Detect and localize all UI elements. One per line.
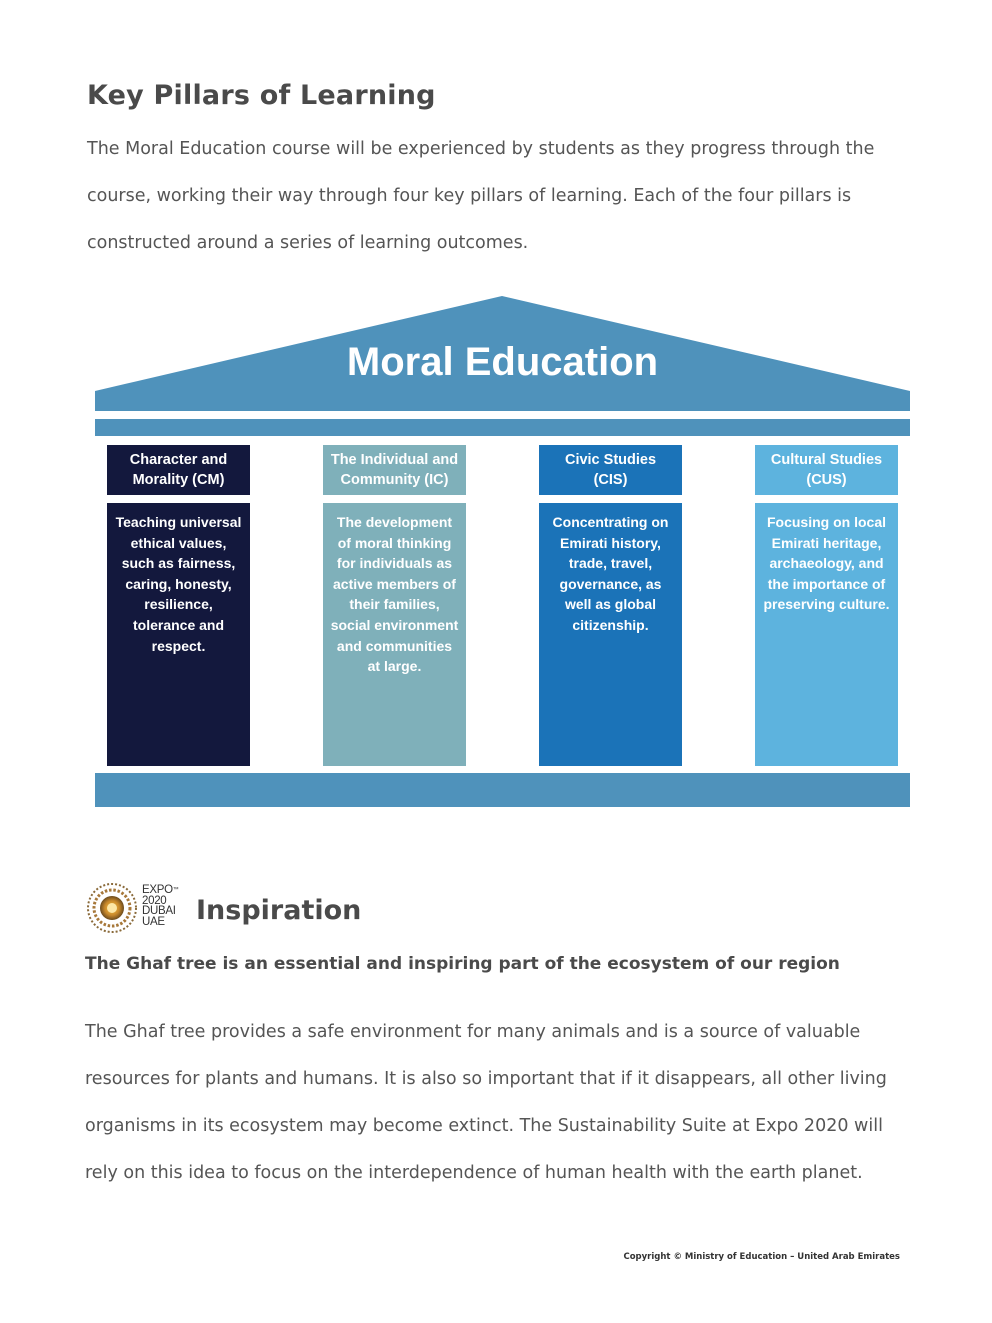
pillar-heading (323, 445, 466, 495)
inspiration-subtitle: The Ghaf tree is an essential and inspiring part of the ecosystem of our region (85, 954, 840, 974)
pillar-heading-line2: Morality (CM) (132, 472, 225, 488)
pillar-heading-line2: (CUS) (806, 472, 847, 488)
section-title-key-pillars: Key Pillars of Learning (87, 80, 436, 111)
pillar-heading-line2: (CIS) (593, 472, 628, 488)
pillar-heading (107, 445, 250, 495)
pillar-description: Concentrating on Emirati history, trade, travel, governance, as well as global citizenship. (539, 503, 682, 766)
inspiration-paragraph: The Ghaf tree provides a safe environment for many animals and is a source of valuable resources for plants and humans. It is also so important that if it disappears, all other living organisms in its ecosystem may become extinct. The Sustainability Suite at Expo 2020 will rely on this idea to focus on the interdependence of human health with the earth planet. (85, 1022, 887, 1183)
intro-paragraph: The Moral Education course will be experienced by students as they progress through the course, working their way through four key pillars of learning. Each of the four pillars is constructed around a series of learning outcomes. (87, 139, 875, 253)
logo-trademark: ™ (172, 887, 179, 893)
pillar-heading-line1: The Individual and (330, 452, 459, 468)
pillar-heading-line2: Community (IC) (340, 472, 449, 488)
pillar-heading-line1: Cultural Studies (770, 452, 883, 468)
pillar-heading (755, 445, 898, 495)
pillar-heading (539, 445, 682, 495)
logo-word-uae: UAE (142, 915, 165, 928)
base-platform (95, 773, 910, 807)
logo-word-expo: EXPO (142, 884, 173, 896)
section-title-inspiration: Inspiration (196, 895, 362, 926)
pillar-heading-line1: Civic Studies (564, 452, 657, 468)
expo-logo-wordmark (142, 885, 178, 927)
upper-beam (95, 419, 910, 436)
pillar-description: Focusing on local Emirati heritage, archaeology, and the importance of preserving culture. (755, 503, 898, 766)
logo-word-2020: 2020 (142, 894, 167, 907)
pillar-description: Teaching universal ethical values, such as fairness, caring, honesty, resilience, tolerance and respect. (107, 503, 250, 766)
logo-word-dubai: DUBAI (142, 905, 176, 917)
copyright-notice: Copyright © Ministry of Education – United Arab Emirates (623, 1252, 900, 1262)
pillar-heading-line1: Character and (129, 452, 228, 468)
pillar-description: The development of moral thinking for individuals as active members of their families, social environment and communities at large. (323, 503, 466, 766)
diagram-title: Moral Education (346, 340, 659, 384)
